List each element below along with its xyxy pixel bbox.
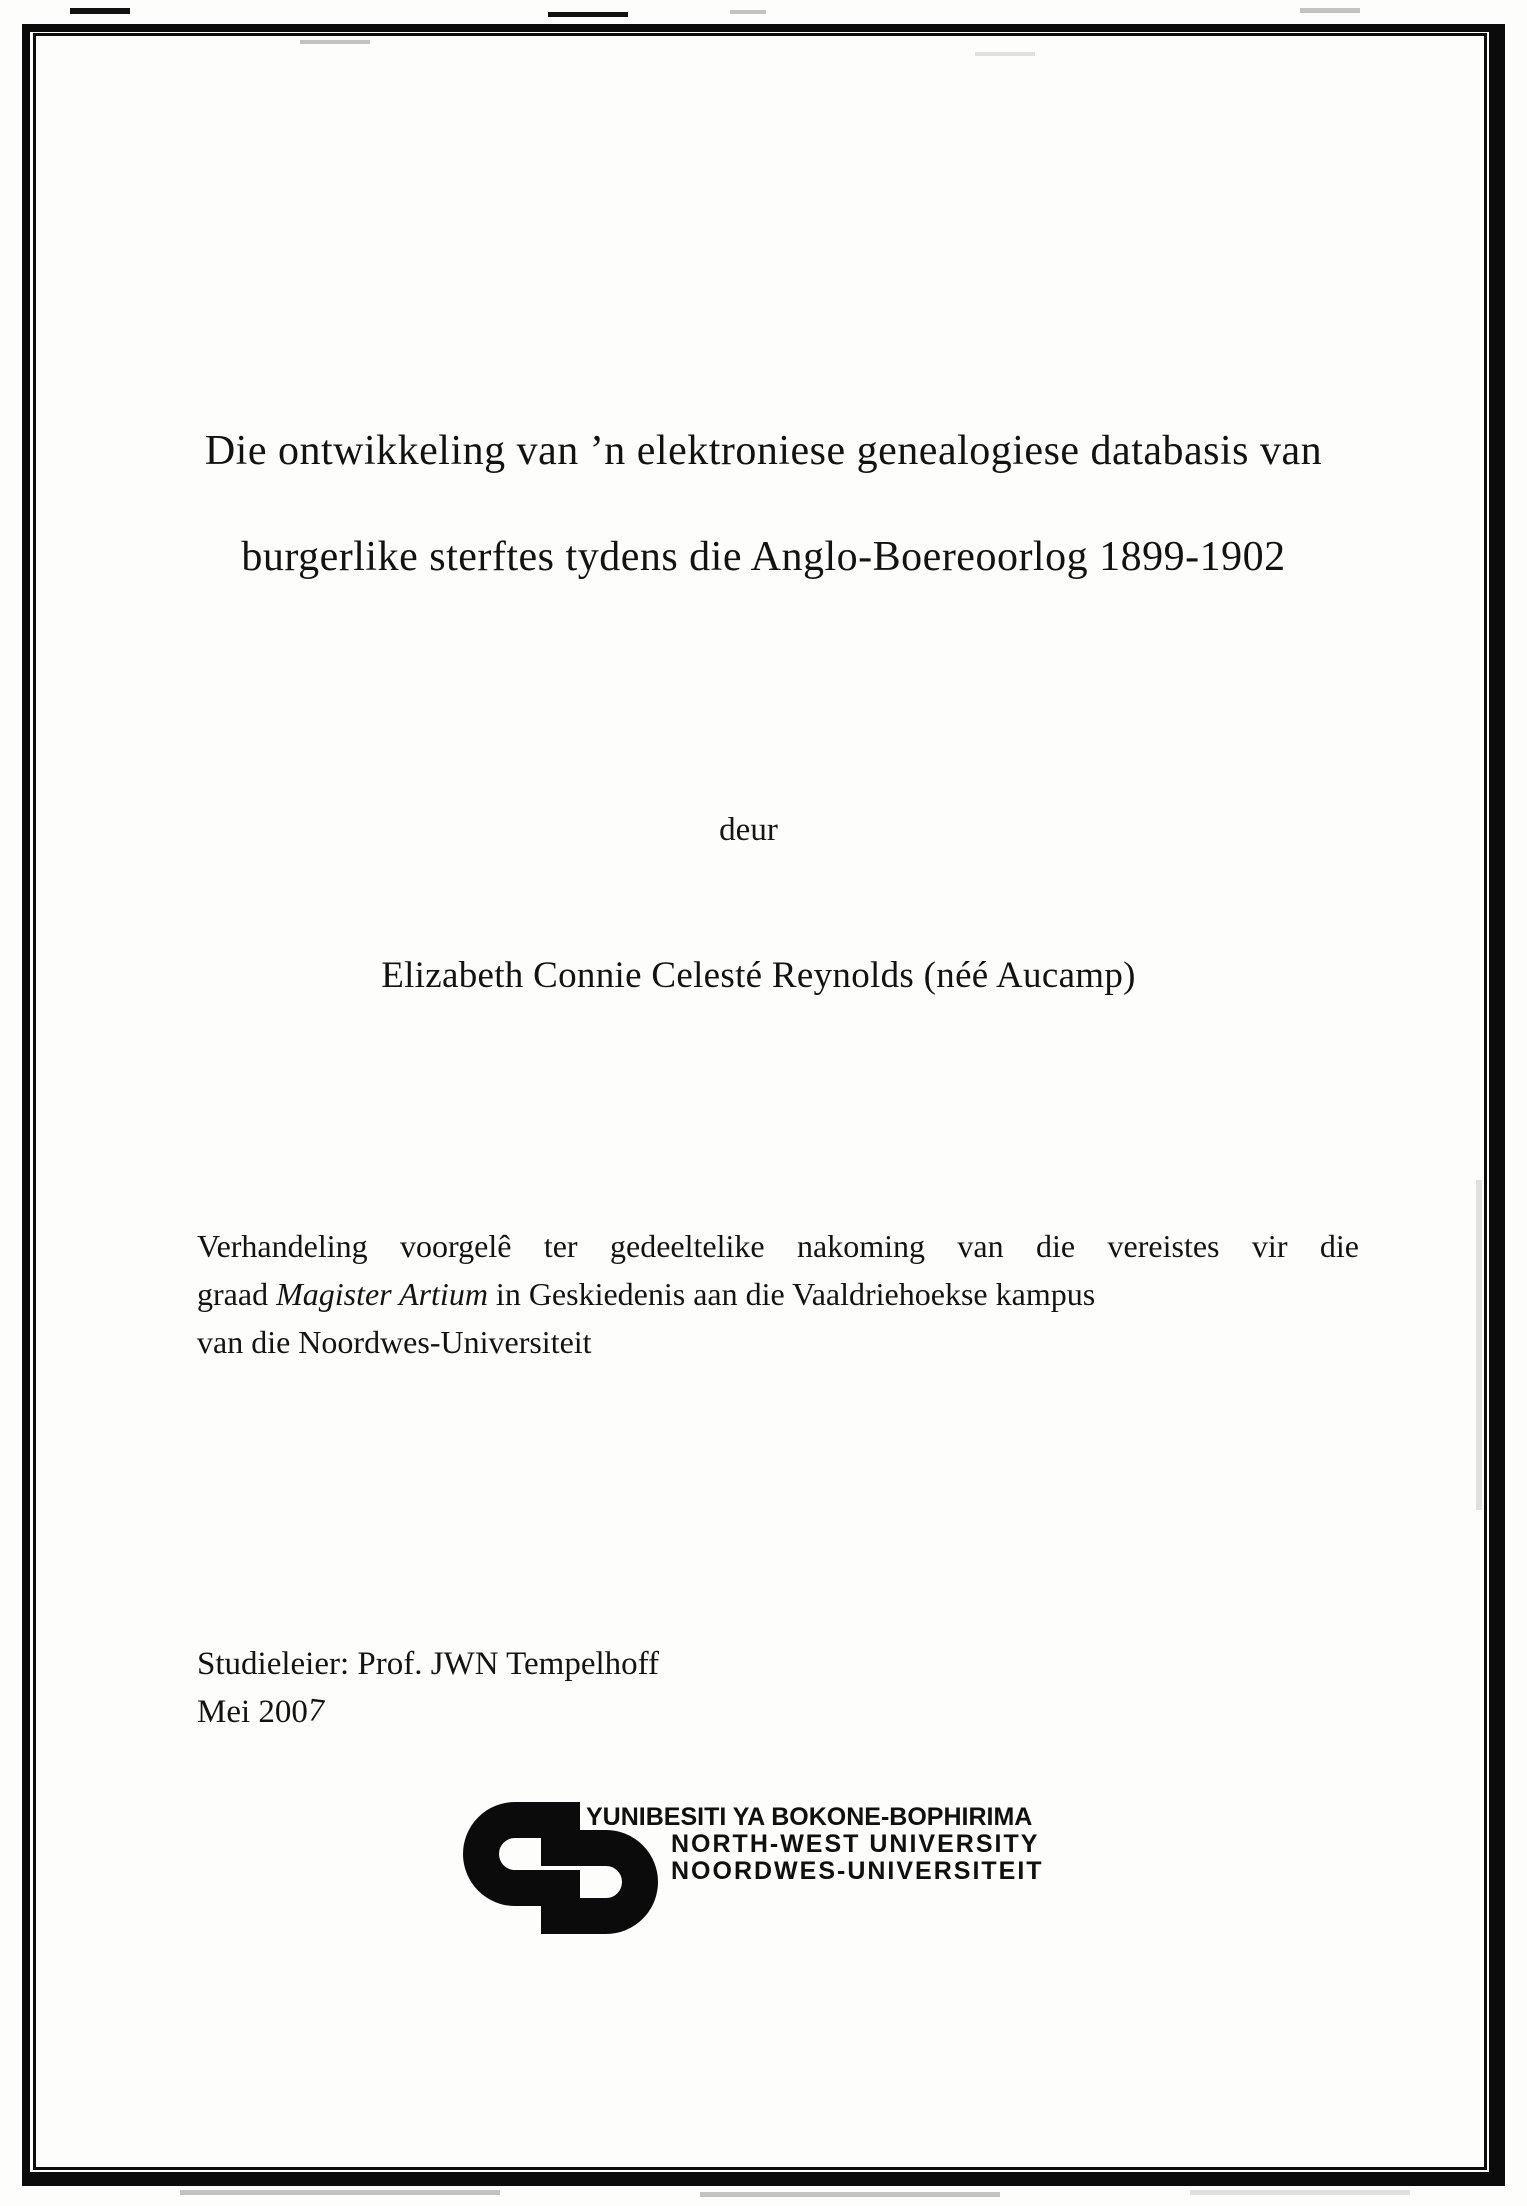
scan-artifact xyxy=(975,52,1035,56)
supervisor-block xyxy=(197,1640,659,1736)
scan-artifact xyxy=(180,2190,500,2195)
date-last-digit: 7 xyxy=(305,1692,327,1730)
scan-artifact xyxy=(700,2192,1000,2197)
date-prefix: Mei 200 xyxy=(197,1694,308,1730)
date-line xyxy=(197,1688,659,1736)
thesis-title xyxy=(120,398,1407,610)
degree-statement-line2 xyxy=(197,1270,1359,1318)
scan-artifact xyxy=(1190,2190,1410,2195)
north-west-university-logo xyxy=(458,1794,1058,1944)
supervisor-line: Studieleier: Prof. JWN Tempelhoff xyxy=(197,1646,660,1682)
degree-statement-line2-prefix: graad xyxy=(197,1276,277,1312)
scan-artifact xyxy=(300,40,370,44)
nwu-logo-text-afrikaans: NOORDWES-UNIVERSITEIT xyxy=(671,1857,1044,1885)
scan-artifact xyxy=(1476,1180,1482,1510)
degree-statement xyxy=(197,1222,1359,1366)
scan-artifact xyxy=(548,12,628,17)
thesis-title-line2: burgerlike sterftes tydens die Anglo-Boereoorlog 1899-1902 xyxy=(241,534,1286,580)
nwu-logo-text-setswana: YUNIBESITI YA BOKONE-BOPHIRIMA xyxy=(586,1803,1033,1831)
degree-statement-line3: van die Noordwes-Universiteit xyxy=(197,1324,592,1360)
degree-statement-line1: Verhandeling voorgelê ter gedeeltelike nakoming van die vereistes vir die xyxy=(197,1228,1359,1264)
degree-name-italic: Magister Artium xyxy=(276,1276,488,1312)
nwu-logo-text xyxy=(586,1804,1044,1885)
author-name: Elizabeth Connie Celesté Reynolds (néé Aucamp) xyxy=(381,955,1136,996)
thesis-title-line1: Die ontwikkeling van ’n elektroniese genealogiese databasis van xyxy=(204,428,1323,474)
nwu-logo-text-english: NORTH-WEST UNIVERSITY xyxy=(671,1830,1040,1858)
scan-artifact xyxy=(1300,8,1360,13)
scan-artifact xyxy=(730,10,766,14)
scan-artifact xyxy=(70,8,130,14)
byline-deur: deur xyxy=(719,812,778,848)
degree-statement-line2-suffix: in Geskiedenis aan die Vaaldriehoekse kampus xyxy=(487,1276,1096,1312)
